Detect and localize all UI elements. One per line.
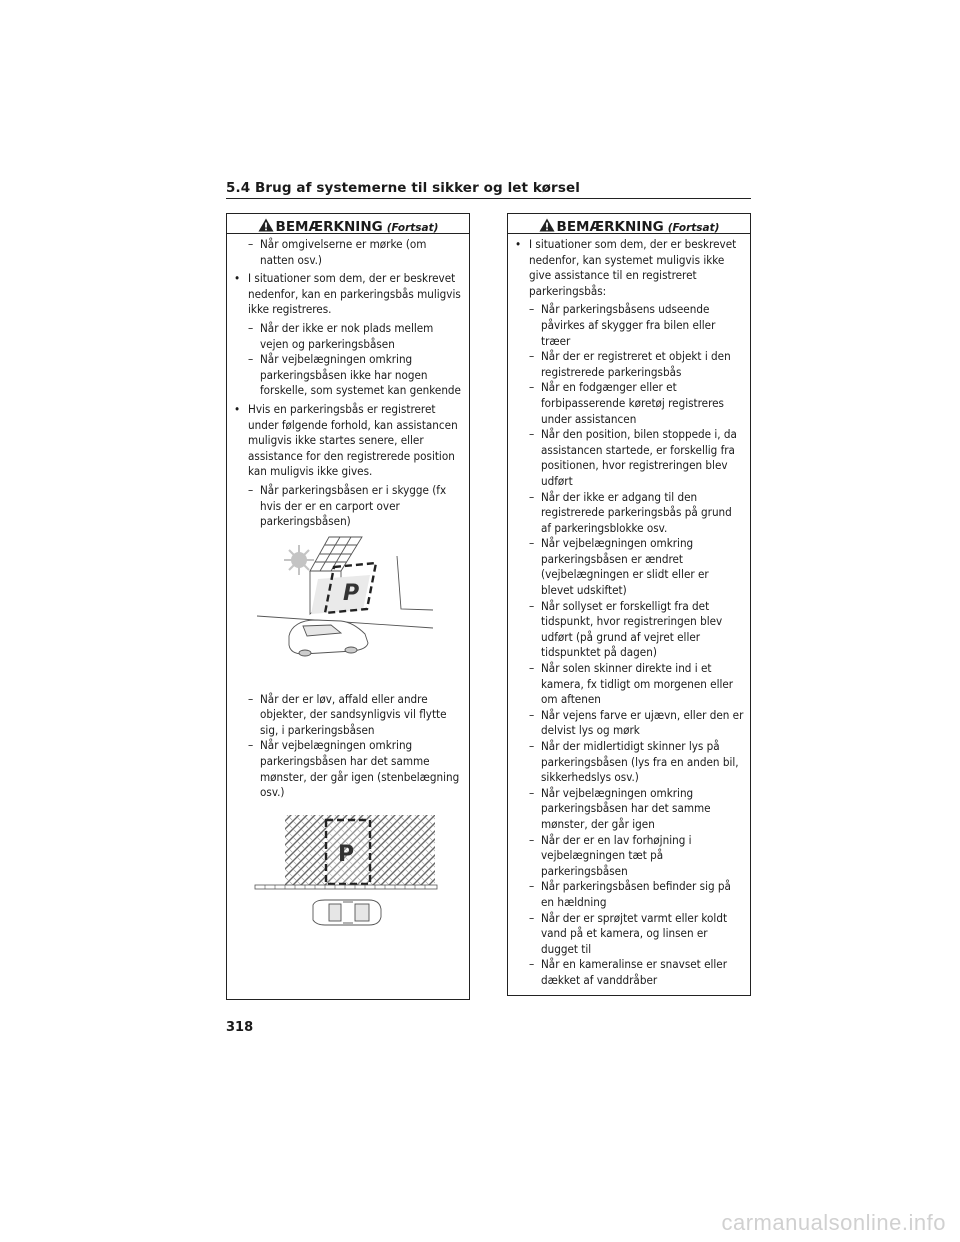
header-divider [226, 198, 751, 199]
bullet-text: I situationer som dem, der er beskrevet nedenfor, kan en parkeringsbås muligvis ikke registreres. [248, 271, 461, 317]
bullet-item [514, 237, 744, 299]
bullet-item [233, 402, 463, 480]
bullet-text: I situationer som dem, der er beskrevet nedenfor, kan systemet muligvis ikke give assistance til en registreret parkeringsbås: [529, 237, 737, 298]
list-item: – Når der er sprøjtet varmt eller koldt vand på et kamera, og linsen er dugget til [514, 911, 744, 958]
car-icon [313, 900, 381, 925]
list-item: – Når der er løv, affald eller andre objekter, der sandsynligvis vil flytte sig, i parkeringsbåsen [233, 692, 463, 739]
carport-illustration [233, 530, 463, 692]
notice-header [508, 214, 750, 234]
list-item: – Når solen skinner direkte ind i et kamera, fx tidligt om morgenen eller om aftenen [514, 661, 744, 708]
notice-content [227, 234, 469, 941]
list-item: – Når der midlertidigt skinner lys på parkeringsbåsen (lys fra en anden bil, sikkerhedslys osv.) [514, 739, 744, 786]
list-item: – Når vejbelægningen omkring parkeringsbåsen ikke har nogen forskelle, som systemet kan genkende [233, 352, 463, 399]
sun-icon [284, 545, 314, 575]
list-item: – Når vejens farve er ujævn, eller den er delvist lys og mørk [514, 708, 744, 739]
notice-box-left [226, 213, 470, 1000]
parking-letter: P [343, 580, 360, 606]
list-item: – Når parkeringsbåsen er i skygge (fx hvis der er en carport over parkeringsbåsen) [233, 483, 463, 530]
notice-label: BEMÆRKNING [556, 219, 664, 235]
bullet-item [233, 271, 463, 318]
list-item: – Når der er registreret et objekt i den registrerede parkeringsbås [514, 349, 744, 380]
list-item: – Når sollyset er forskelligt fra det tidspunkt, hvor registreringen blev udført (på grund af vejret eller tidspunktet på dagen) [514, 599, 744, 661]
notice-content [508, 234, 750, 989]
list-item: – Når der er en lav forhøjning i vejbelægningen tæt på parkeringsbåsen [514, 833, 744, 880]
list-item: – Når parkeringsbåsens udseende påvirkes af skygger fra bilen eller træer [514, 302, 744, 349]
page-number: 318 [226, 1020, 254, 1035]
notice-continued: (Fortsat) [667, 222, 720, 234]
car-icon [289, 620, 368, 656]
list-item: – Når den position, bilen stoppede i, da assistancen startede, er forskellig fra positionen, hvor registreringen blev udført [514, 427, 744, 489]
bullet-text: Hvis en parkeringsbås er registreret under følgende forhold, kan assistancen muligvis ikke startes senere, eller assistance for den registrerede position kan muligvis ikke gives. [248, 401, 458, 479]
list-item: – Når parkeringsbåsen befinder sig på en hældning [514, 879, 744, 910]
warning-icon [539, 218, 555, 232]
notice-label: BEMÆRKNING [275, 219, 383, 235]
list-item: – Når der ikke er nok plads mellem vejen og parkeringsbåsen [233, 321, 463, 352]
parking-letter: P [338, 841, 355, 867]
notice-continued: (Fortsat) [386, 222, 439, 234]
watermark: carmanualsonline.info [721, 1210, 946, 1235]
paving-illustration [233, 801, 463, 941]
list-item: – Når vejbelægningen omkring parkeringsbåsen har det samme mønster, der går igen (stenbelægning osv.) [233, 738, 463, 800]
warning-icon [258, 218, 274, 232]
list-item: – Når vejbelægningen omkring parkeringsbåsen er ændret (vejbelægningen er slidt eller er blevet udskiftet) [514, 536, 744, 598]
section-title: 5.4 Brug af systemerne til sikker og let kørsel [226, 180, 580, 196]
list-item: – Når en kameralinse er snavset eller dækket af vanddråber [514, 957, 744, 988]
list-item: – Når der ikke er adgang til den registrerede parkeringsbås på grund af parkeringsblokke osv. [514, 490, 744, 537]
notice-header [227, 214, 469, 234]
list-item: – Når omgivelserne er mørke (om natten osv.) [233, 237, 463, 268]
list-item: – Når vejbelægningen omkring parkeringsbåsen har det samme mønster, der går igen [514, 786, 744, 833]
list-item: – Når en fodgænger eller et forbipasserende køretøj registreres under assistancen [514, 380, 744, 427]
notice-box-right [507, 213, 751, 996]
